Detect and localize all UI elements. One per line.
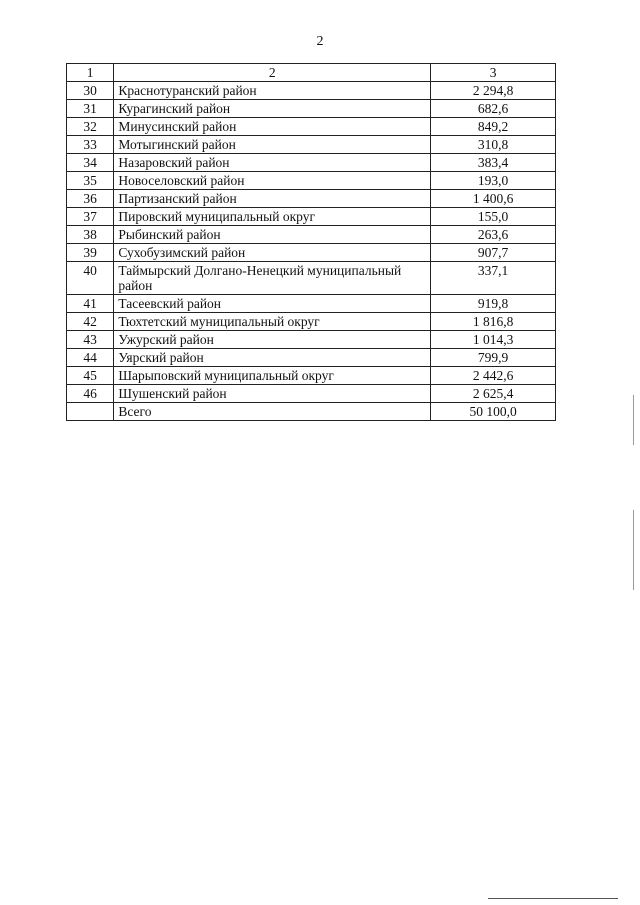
row-name: Тасеевский район [114,295,431,313]
row-value: 2 442,6 [431,367,556,385]
row-name: Ужурский район [114,331,431,349]
table-row [67,154,556,172]
scan-edge-mark [633,395,634,445]
row-number: 34 [67,154,114,172]
table-row [67,244,556,262]
row-name: Пировский муниципальный округ [114,208,431,226]
table-body [67,82,556,421]
row-value: 263,6 [431,226,556,244]
row-name: Шушенский район [114,385,431,403]
row-number: 36 [67,190,114,208]
table-row [67,331,556,349]
row-value: 907,7 [431,244,556,262]
row-value: 155,0 [431,208,556,226]
row-value: 337,1 [431,262,556,295]
row-number: 41 [67,295,114,313]
row-name: Уярский район [114,349,431,367]
table-row [67,295,556,313]
footer-line [488,898,618,899]
row-number: 32 [67,118,114,136]
row-value: 193,0 [431,172,556,190]
column-header: 3 [431,64,556,82]
table-row [67,136,556,154]
row-name: Тюхтетский муниципальный округ [114,313,431,331]
row-name: Шарыповский муниципальный округ [114,367,431,385]
row-name: Минусинский район [114,118,431,136]
row-name: Всего [114,403,431,421]
row-value: 919,8 [431,295,556,313]
row-name: Назаровский район [114,154,431,172]
table-row [67,118,556,136]
table-row [67,82,556,100]
scan-edge-mark [633,510,634,590]
table-row [67,100,556,118]
row-name: Курагинский район [114,100,431,118]
row-value: 1 816,8 [431,313,556,331]
table-row [67,385,556,403]
row-name: Партизанский район [114,190,431,208]
table-row [67,313,556,331]
row-number: 38 [67,226,114,244]
row-value: 50 100,0 [431,403,556,421]
row-number: 46 [67,385,114,403]
row-value: 849,2 [431,118,556,136]
row-number: 39 [67,244,114,262]
table-row [67,349,556,367]
row-value: 2 625,4 [431,385,556,403]
row-value: 383,4 [431,154,556,172]
row-number: 42 [67,313,114,331]
page-number: 2 [316,34,324,49]
row-number [67,403,114,421]
table-row [67,226,556,244]
table-header-row [67,64,556,82]
table-row [67,262,556,295]
row-number: 37 [67,208,114,226]
table-row [67,172,556,190]
table-row [67,367,556,385]
row-number: 45 [67,367,114,385]
row-name: Рыбинский район [114,226,431,244]
row-value: 1 400,6 [431,190,556,208]
row-value: 1 014,3 [431,331,556,349]
row-number: 31 [67,100,114,118]
row-value: 799,9 [431,349,556,367]
row-name: Краснотуранский район [114,82,431,100]
table-row [67,208,556,226]
row-number: 33 [67,136,114,154]
table-row [67,190,556,208]
row-name: Сухобузимский район [114,244,431,262]
row-value: 682,6 [431,100,556,118]
table-total-row [67,403,556,421]
row-number: 44 [67,349,114,367]
row-value: 310,8 [431,136,556,154]
row-value: 2 294,8 [431,82,556,100]
column-header: 1 [67,64,114,82]
allocation-table [66,63,556,421]
column-header: 2 [114,64,431,82]
row-number: 40 [67,262,114,295]
row-name: Таймырский Долгано-Ненецкий муниципальный район [114,262,431,295]
row-name: Новоселовский район [114,172,431,190]
row-name: Мотыгинский район [114,136,431,154]
row-number: 30 [67,82,114,100]
row-number: 43 [67,331,114,349]
row-number: 35 [67,172,114,190]
